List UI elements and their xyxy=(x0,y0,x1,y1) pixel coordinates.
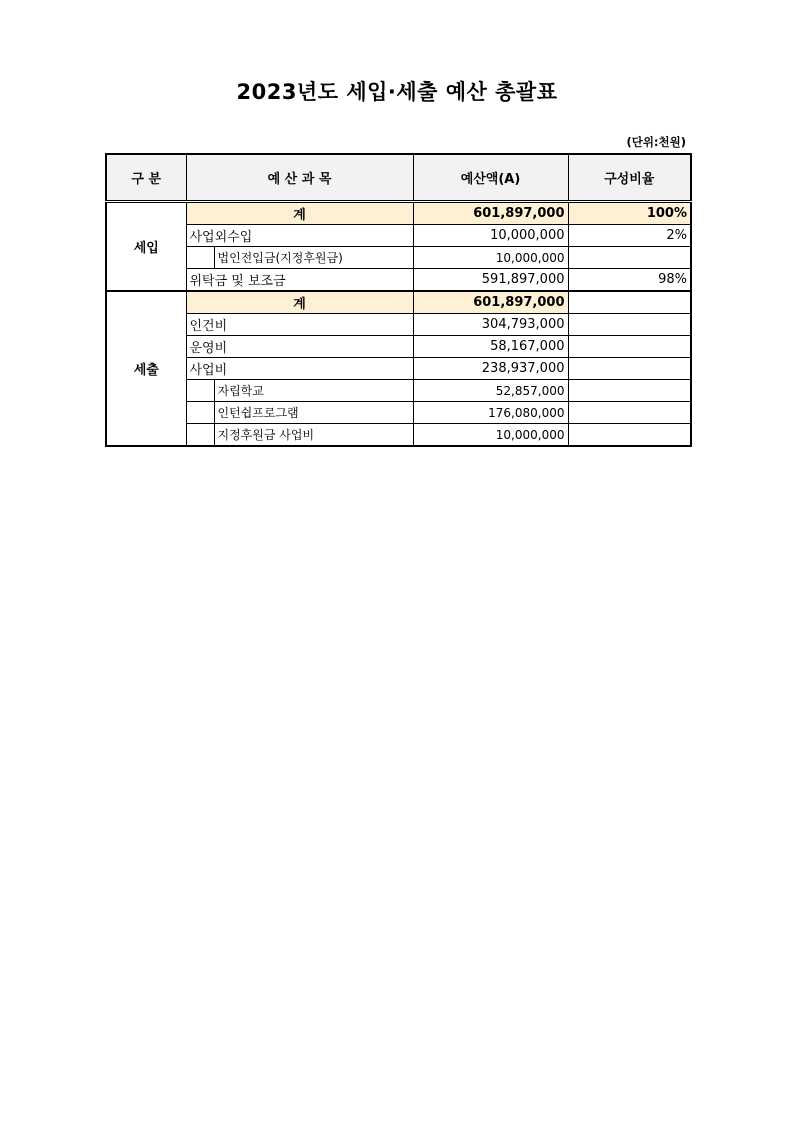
item-cell: 인턴쉽프로그램 xyxy=(214,402,413,424)
table-row xyxy=(106,314,691,336)
item-cell: 인건비 xyxy=(186,314,413,336)
indent-cell xyxy=(186,247,214,269)
item-cell: 사업비 xyxy=(186,358,413,380)
header-ratio: 구성비율 xyxy=(568,154,691,202)
expense-section-label: 세출 xyxy=(106,291,186,446)
amount-cell: 304,793,000 xyxy=(413,314,568,336)
ratio-cell xyxy=(568,358,691,380)
amount-cell: 52,857,000 xyxy=(413,380,568,402)
item-cell: 자립학교 xyxy=(214,380,413,402)
ratio-cell xyxy=(568,402,691,424)
table-header-row xyxy=(106,154,691,202)
revenue-total-label: 계 xyxy=(186,202,413,225)
amount-cell: 176,080,000 xyxy=(413,402,568,424)
amount-cell: 10,000,000 xyxy=(413,247,568,269)
expense-total-amount: 601,897,000 xyxy=(413,291,568,314)
expense-total-ratio xyxy=(568,291,691,314)
indent-cell xyxy=(186,424,214,447)
indent-cell xyxy=(186,380,214,402)
revenue-section-label: 세입 xyxy=(106,202,186,292)
amount-cell: 591,897,000 xyxy=(413,269,568,292)
amount-cell: 58,167,000 xyxy=(413,336,568,358)
item-cell: 위탁금 및 보조금 xyxy=(186,269,413,292)
table-row xyxy=(106,269,691,292)
indent-cell xyxy=(186,402,214,424)
header-amount: 예산액(A) xyxy=(413,154,568,202)
revenue-total-row xyxy=(106,202,691,225)
header-division: 구 분 xyxy=(106,154,186,202)
table-row xyxy=(106,424,691,447)
expense-total-row xyxy=(106,291,691,314)
table-row xyxy=(106,225,691,247)
item-cell: 운영비 xyxy=(186,336,413,358)
expense-total-label: 계 xyxy=(186,291,413,314)
ratio-cell: 2% xyxy=(568,225,691,247)
page-title: 2023년도 세입·세출 예산 총괄표 xyxy=(236,80,558,104)
item-cell: 법인전입금(지정후원금) xyxy=(214,247,413,269)
unit-label: (단위:천원) xyxy=(626,135,686,149)
ratio-cell xyxy=(568,336,691,358)
amount-cell: 10,000,000 xyxy=(413,424,568,447)
table-row xyxy=(106,247,691,269)
amount-cell: 10,000,000 xyxy=(413,225,568,247)
ratio-cell: 98% xyxy=(568,269,691,292)
ratio-cell xyxy=(568,314,691,336)
budget-summary-table xyxy=(105,153,692,447)
ratio-cell xyxy=(568,424,691,447)
item-cell: 사업외수입 xyxy=(186,225,413,247)
table-row xyxy=(106,402,691,424)
amount-cell: 238,937,000 xyxy=(413,358,568,380)
item-cell: 지정후원금 사업비 xyxy=(214,424,413,447)
revenue-total-ratio: 100% xyxy=(568,202,691,225)
table-row xyxy=(106,336,691,358)
revenue-total-amount: 601,897,000 xyxy=(413,202,568,225)
table-row xyxy=(106,358,691,380)
header-item: 예 산 과 목 xyxy=(186,154,413,202)
table-row xyxy=(106,380,691,402)
ratio-cell xyxy=(568,247,691,269)
ratio-cell xyxy=(568,380,691,402)
